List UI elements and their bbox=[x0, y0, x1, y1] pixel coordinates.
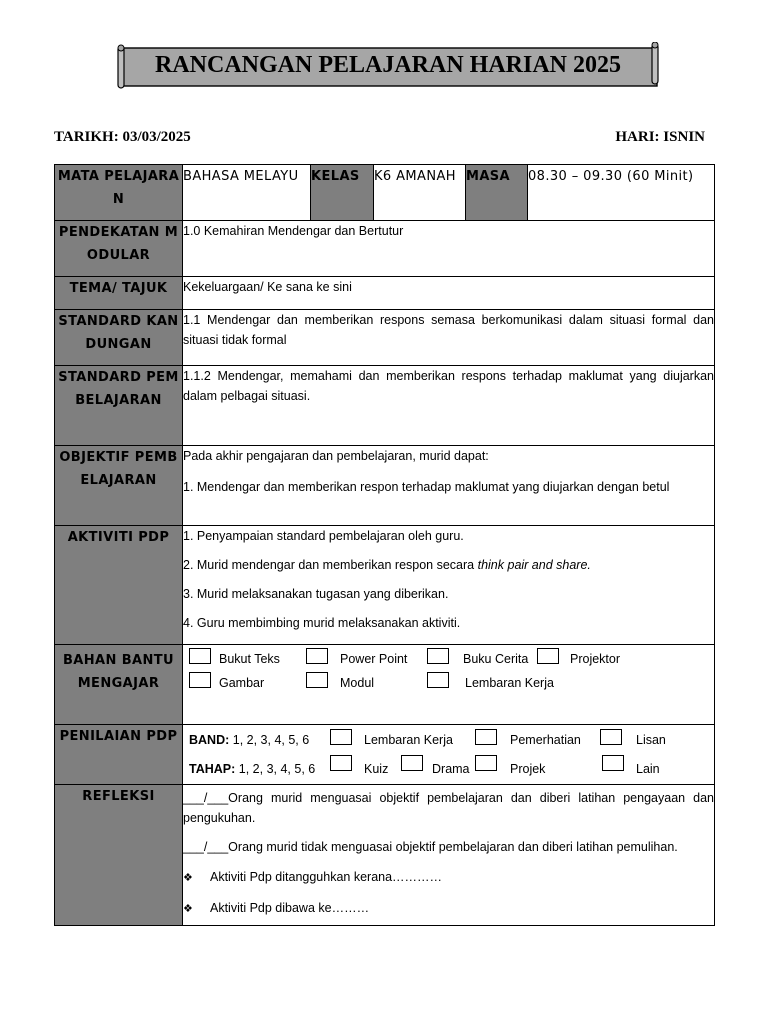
aktiviti-item-4: 4. Guru membimbing murid melaksanakan aktiviti. bbox=[183, 616, 461, 630]
tahap-text bbox=[189, 759, 315, 779]
page-title: RANCANGAN PELAJARAN HARIAN 2025 bbox=[155, 52, 621, 78]
lembaran-kerja-penilaian-label: Lembaran Kerja bbox=[364, 733, 453, 747]
refleksi-bullet-2 bbox=[183, 898, 714, 919]
bahan-row-1 bbox=[189, 645, 708, 669]
tahap-values: 1, 2, 3, 4, 5, 6 bbox=[235, 762, 316, 776]
row-penilaian bbox=[55, 725, 715, 785]
mata-pelajaran-label: MATA PELAJARAN bbox=[55, 165, 183, 221]
row-standard-pembelajaran bbox=[55, 366, 715, 446]
row-pendekatan bbox=[55, 221, 715, 277]
projektor-checkbox[interactable] bbox=[537, 648, 559, 664]
row-tema bbox=[55, 277, 715, 310]
kuiz-checkbox[interactable] bbox=[330, 755, 352, 771]
lain-checkbox[interactable] bbox=[602, 755, 624, 771]
refleksi-line-2: ___/___Orang murid tidak menguasai objektif pembelajaran dan diberi latihan pemulihan. bbox=[183, 840, 678, 854]
penilaian-row-band bbox=[189, 726, 708, 755]
power-point-label: Power Point bbox=[340, 652, 408, 666]
diamond-bullet-icon: ❖ bbox=[183, 903, 193, 915]
objektif-content bbox=[183, 446, 715, 526]
standard-pembelajaran-label: STANDARD PEMBELAJARAN bbox=[55, 366, 183, 446]
masa-value: 08.30 – 09.30 (60 Minit) bbox=[528, 165, 715, 221]
projek-checkbox[interactable] bbox=[475, 755, 497, 771]
objektif-intro: Pada akhir pengajaran dan pembelajaran, murid dapat: bbox=[183, 449, 489, 463]
refleksi-content bbox=[183, 785, 715, 926]
band-label: BAND: bbox=[189, 733, 230, 747]
aktiviti-item-1: 1. Penyampaian standard pembelajaran oleh guru. bbox=[183, 529, 464, 543]
lembaran-kerja-penilaian-checkbox[interactable] bbox=[330, 729, 352, 745]
pendekatan-value: 1.0 Kemahiran Mendengar dan Bertutur bbox=[183, 221, 715, 277]
lesson-plan-table bbox=[54, 164, 715, 926]
diamond-bullet-icon: ❖ bbox=[183, 872, 193, 884]
drama-checkbox[interactable] bbox=[401, 755, 423, 771]
bahan-row-2 bbox=[189, 669, 708, 693]
pendekatan-label: PENDEKATAN MODULAR bbox=[55, 221, 183, 277]
mata-pelajaran-value: BAHASA MELAYU bbox=[183, 165, 311, 221]
refleksi-line-1: ___/___Orang murid menguasai objektif pembelajaran dan diberi latihan pengayaan dan pengukuhan. bbox=[183, 791, 714, 825]
lisan-label: Lisan bbox=[636, 733, 666, 747]
penilaian-label: PENILAIAN PDP bbox=[55, 725, 183, 785]
gambar-label: Gambar bbox=[219, 676, 265, 690]
row-refleksi bbox=[55, 785, 715, 926]
refleksi-bullet-1 bbox=[183, 867, 714, 888]
lembaran-kerja-checkbox[interactable] bbox=[427, 672, 449, 688]
modul-label: Modul bbox=[340, 676, 375, 690]
pemerhatian-checkbox[interactable] bbox=[475, 729, 497, 745]
row-standard-kandungan bbox=[55, 310, 715, 366]
objektif-item: 1. Mendengar dan memberikan respon terhadap maklumat yang diujarkan dengan betul bbox=[183, 480, 670, 494]
bukut-teks-checkbox[interactable] bbox=[189, 648, 211, 664]
projek-label: Projek bbox=[510, 762, 546, 776]
band-text bbox=[189, 730, 309, 750]
kuiz-label: Kuiz bbox=[364, 762, 389, 776]
modul-checkbox[interactable] bbox=[306, 672, 328, 688]
row-bahan bbox=[55, 645, 715, 725]
aktiviti-item-2-text: 2. Murid mendengar dan memberikan respon secara bbox=[183, 558, 478, 572]
bahan-label: BAHAN BANTU MENGAJAR bbox=[55, 645, 183, 725]
bukut-teks-label: Bukut Teks bbox=[219, 652, 280, 666]
kelas-label: KELAS bbox=[311, 165, 374, 221]
band-values: 1, 2, 3, 4, 5, 6 bbox=[229, 733, 310, 747]
title-banner bbox=[116, 42, 660, 86]
aktiviti-item-3: 3. Murid melaksanakan tugasan yang diberikan. bbox=[183, 587, 449, 601]
lembaran-kerja-label: Lembaran Kerja bbox=[465, 676, 554, 690]
standard-kandungan-label: STANDARD KANDUNGAN bbox=[55, 310, 183, 366]
aktiviti-label: AKTIVITI PDP bbox=[55, 526, 183, 645]
pemerhatian-label: Pemerhatian bbox=[510, 733, 581, 747]
penilaian-row-tahap bbox=[189, 755, 708, 779]
penilaian-content bbox=[183, 725, 715, 785]
buku-cerita-checkbox[interactable] bbox=[427, 648, 449, 664]
lain-label: Lain bbox=[636, 762, 660, 776]
drama-label: Drama bbox=[432, 762, 470, 776]
tahap-label: TAHAP: bbox=[189, 762, 236, 776]
power-point-checkbox[interactable] bbox=[306, 648, 328, 664]
row-aktiviti bbox=[55, 526, 715, 645]
tema-label: TEMA/ TAJUK bbox=[55, 277, 183, 310]
standard-pembelajaran-value: 1.1.2 Mendengar, memahami dan memberikan respons terhadap maklumat yang diujarkan dalam pelbagai situasi. bbox=[183, 366, 715, 446]
aktiviti-content bbox=[183, 526, 715, 645]
projektor-label: Projektor bbox=[570, 652, 621, 666]
gambar-checkbox[interactable] bbox=[189, 672, 211, 688]
refleksi-bullet-2-text: Aktiviti Pdp dibawa ke……… bbox=[210, 901, 370, 915]
aktiviti-item-2 bbox=[183, 555, 714, 575]
buku-cerita-label: Buku Cerita bbox=[463, 652, 529, 666]
aktiviti-item-2-italic: think pair and share. bbox=[477, 558, 591, 572]
hari-text: HARI: ISNIN bbox=[615, 129, 705, 145]
kelas-value: K6 AMANAH bbox=[374, 165, 466, 221]
standard-kandungan-value: 1.1 Mendengar dan memberikan respons semasa berkomunikasi dalam situasi formal dan situasi tidak formal bbox=[183, 310, 715, 366]
lisan-checkbox[interactable] bbox=[600, 729, 622, 745]
row-mata-pelajaran bbox=[55, 165, 715, 221]
bahan-content bbox=[183, 645, 715, 725]
tarikh-text: TARIKH: 03/03/2025 bbox=[54, 129, 191, 145]
row-objektif bbox=[55, 446, 715, 526]
refleksi-label: REFLEKSI bbox=[55, 785, 183, 926]
refleksi-bullet-1-text: Aktiviti Pdp ditangguhkan kerana………… bbox=[210, 870, 443, 884]
objektif-label: OBJEKTIF PEMBELAJARAN bbox=[55, 446, 183, 526]
tema-value: Kekeluargaan/ Ke sana ke sini bbox=[183, 277, 715, 310]
masa-label: MASA bbox=[466, 165, 528, 221]
